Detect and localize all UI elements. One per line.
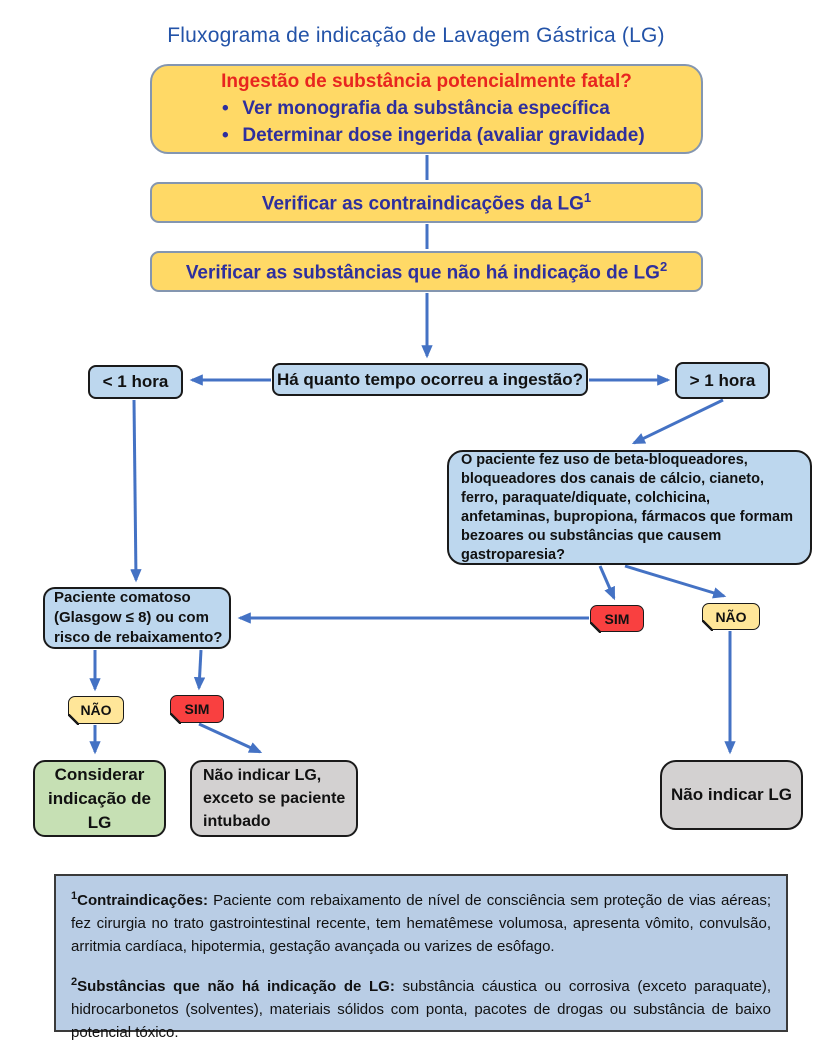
- bullet-icon: •: [222, 98, 229, 119]
- footnote-ref-1: 1: [583, 189, 592, 205]
- list-item: [208, 95, 644, 122]
- flow-node-coma-question: Paciente comatoso (Glasgow ≤ 8) ou com risco de rebaixamento?: [43, 587, 231, 649]
- arrow-lt1h-to-coma: [134, 400, 136, 580]
- footnote-text: Paciente com rebaixamento de nível de consciência sem proteção de vias aéreas; fez cirurgia no trato gastrointestinal recente, tem hematêmese volumosa, apresenta vômito, convulsão, arritmia cardíaca, hipotermia, gestação avançada ou varizes de esôfago.: [71, 892, 771, 955]
- arrow-gt1h-to-drugs: [634, 400, 723, 443]
- bullet-text: Ver monografia da substância específica: [242, 98, 610, 119]
- fatal-question: Ingestão de substância potencialmente fatal?: [221, 71, 632, 92]
- flow-node-not-indicated-except-intubated: Não indicar LG, exceto se paciente intubado: [190, 760, 358, 837]
- flow-node-consider-lg: Considerar indicação de LG: [33, 760, 166, 837]
- arrow-sim-to-notindic1: [199, 724, 260, 752]
- footnote-sup-2: 2: [71, 976, 78, 988]
- list-item: [208, 122, 644, 149]
- substances-text: Verificar as substâncias que não há indicação de $LG^2$: [185, 258, 668, 284]
- footnote-sup-1: 1: [71, 890, 78, 902]
- footnote-label: Contraindicações:: [77, 892, 208, 909]
- arrow-drugs-to-sim: [600, 566, 614, 598]
- flow-node-less-than-1h: < 1 hora: [88, 365, 183, 399]
- flow-node-time-question: Há quanto tempo ocorreu a ingestão?: [272, 363, 588, 396]
- arrow-coma-to-sim: [199, 650, 201, 688]
- tag-nao-left: NÃO: [68, 696, 124, 724]
- footnote-contraindications: [71, 885, 771, 958]
- footnote-text: substância cáustica ou corrosiva (exceto paraquate), hidrocarbonetos (solventes), materiais sólidos com ponta, pacotes de drogas ou substância de baixo potencial tóxico.: [71, 978, 771, 1040]
- tag-sim-left: SIM: [170, 695, 224, 723]
- footnotes-box: [54, 874, 788, 1040]
- fatal-bullet-list: [208, 95, 644, 149]
- footnote-label: Substâncias que não há indicação de LG:: [77, 978, 395, 995]
- flow-node-not-indicated: Não indicar LG: [660, 760, 803, 830]
- arrow-drugs-to-nao: [625, 566, 724, 596]
- flow-node-fatal-ingestion: [150, 64, 703, 154]
- bullet-text: Determinar dose ingerida (avaliar gravidade): [242, 125, 645, 146]
- contraindications-text: Verificar as contraindicações da $LG^1$: [261, 189, 592, 215]
- footnote-substances: [71, 971, 771, 1040]
- flow-node-check-substances: [150, 251, 703, 292]
- bullet-icon: •: [222, 125, 229, 146]
- footnote-ref-2: 2: [659, 258, 668, 274]
- page-title: Fluxograma de indicação de Lavagem Gástrica (LG): [167, 24, 665, 47]
- tag-sim-right: SIM: [590, 605, 644, 632]
- tag-nao-right: NÃO: [702, 603, 760, 630]
- flow-node-more-than-1h: > 1 hora: [675, 362, 770, 399]
- flow-node-check-contraindications: [150, 182, 703, 223]
- flow-node-drugs-question: O paciente fez uso de beta-bloqueadores, bloqueadores dos canais de cálcio, cianeto, ferro, paraquate/diquate, colchicina, anfetaminas, bupropiona, fármacos que formam bezoares ou substâncias que causem gastroparesia?: [447, 450, 812, 565]
